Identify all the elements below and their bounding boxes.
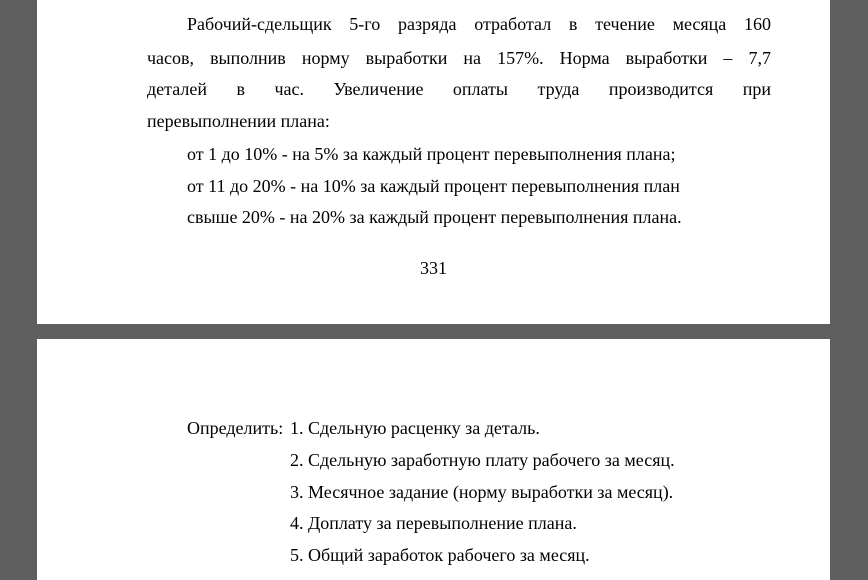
word: выработки [365, 48, 448, 68]
word: оплаты [452, 79, 509, 99]
word: – [723, 48, 733, 68]
word: труда [537, 79, 580, 99]
document-page-next [37, 339, 830, 580]
word: Увеличение [333, 79, 424, 99]
word: час. [274, 79, 304, 99]
word: норму [301, 48, 350, 68]
word: 7,7 [748, 48, 771, 68]
paragraph-line-4: перевыполнении плана: [147, 111, 330, 131]
word: выработки [625, 48, 708, 68]
word: в [236, 79, 245, 99]
task-4: 4. Доплату за перевыполнение плана. [290, 513, 577, 533]
condition-3: свыше 20% - на 20% за каждый процент перевыполнения плана. [187, 207, 682, 227]
word: 157%. [497, 48, 544, 68]
word: при [742, 79, 771, 99]
page-number: 331 [420, 258, 447, 278]
word: выполнив [210, 48, 286, 68]
task-1: 1. Сдельную расценку за деталь. [290, 418, 540, 438]
task-5: 5. Общий заработок рабочего за месяц. [290, 545, 590, 565]
word: разряда [397, 14, 457, 34]
task-2: 2. Сдельную заработную плату рабочего за месяц. [290, 450, 675, 470]
word: течение [595, 14, 655, 34]
word: отработал [474, 14, 552, 34]
paragraph-line-3 [147, 78, 771, 100]
word: деталей [147, 79, 207, 99]
paragraph-line-1 [187, 13, 771, 35]
condition-1: от 1 до 10% - на 5% за каждый процент перевыполнения плана; [187, 144, 676, 164]
word: 5-го [349, 14, 381, 34]
document-page-331 [37, 0, 830, 324]
word: производится [608, 79, 714, 99]
word: на [463, 48, 482, 68]
word: Рабочий-сдельщик [187, 14, 332, 34]
word: Норма [559, 48, 610, 68]
determine-label: Определить: [187, 418, 284, 438]
word: часов, [147, 48, 195, 68]
word: 160 [744, 14, 771, 34]
task-3: 3. Месячное задание (норму выработки за месяц). [290, 482, 674, 502]
word: месяца [672, 14, 727, 34]
paragraph-line-2 [147, 47, 771, 69]
condition-2: от 11 до 20% - на 10% за каждый процент перевыполнения план [187, 176, 680, 196]
word: в [568, 14, 578, 34]
